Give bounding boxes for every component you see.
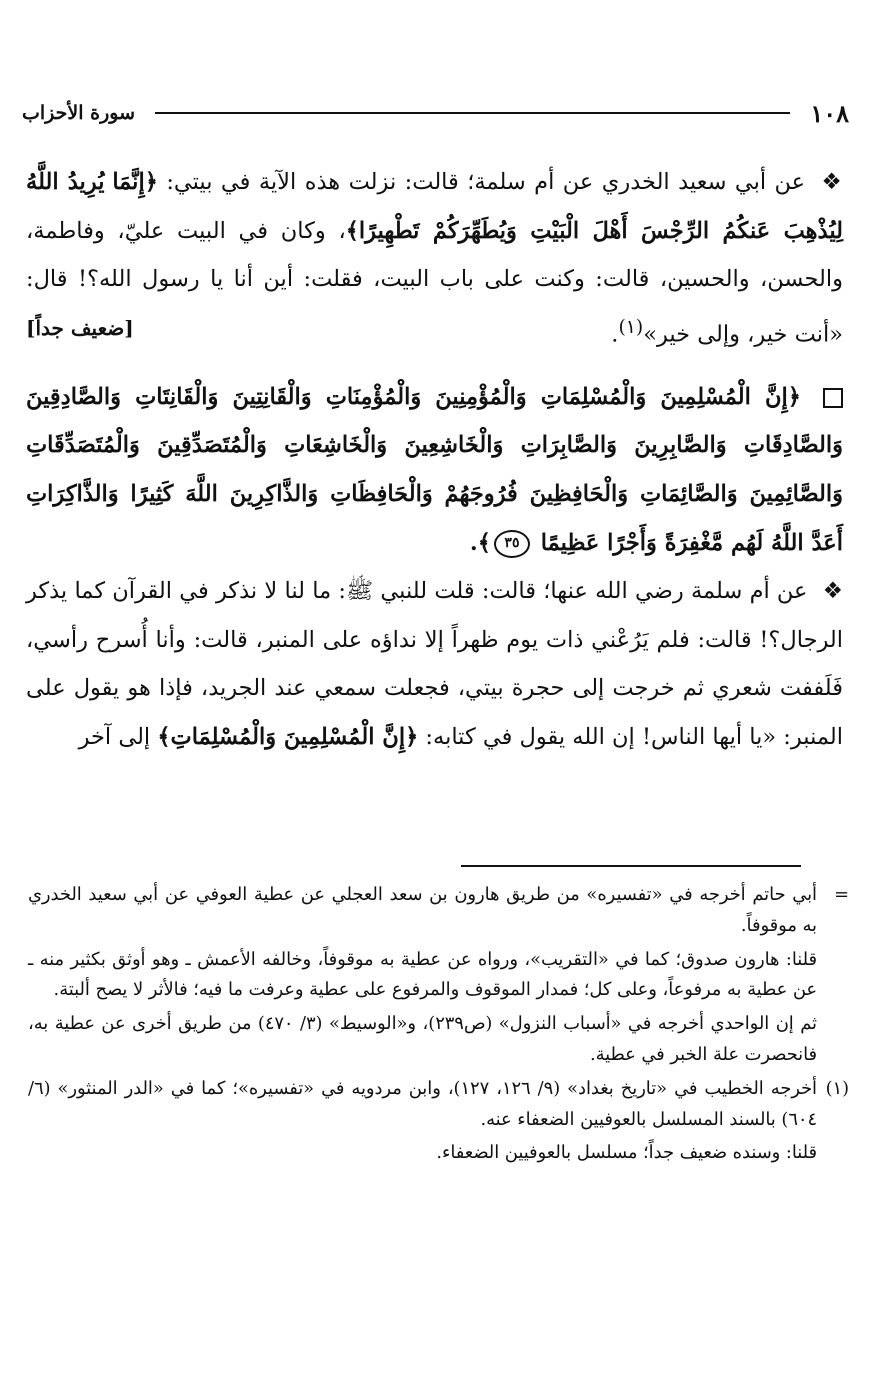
footnote-separator [461,865,801,867]
footnote-mark [817,1009,849,1071]
hadith-text: عن أبي سعيد الخدري عن أم سلمة؛ قالت: نزلت هذه الآية في بيتي: [166,169,806,195]
ayah-block [26,373,843,567]
footnote-text: قلنا: هارون صدوق؛ كما في «التقريب»، ورواه عن عطية به موقوفاً، وخالفه الأعمش ـ وهو أوثق بكثير منه ـ عن عطية به مرفوعاً، وعلى كل؛ فمدار الموقوف والمرفوع على عطية وعرفت ما فيه؛ فالأثر لا يصح ألبتة. [28,948,817,1001]
surah-title: سورة الأحزاب [22,102,135,124]
sentence-end: . [611,321,619,348]
footnote-mark [817,1138,849,1169]
footnote-mark: (١) [825,1077,849,1099]
footnotes [28,880,849,1169]
footnote-text: أبي حاتم أخرجه في «تفسيره» من طريق هارون بن سعد العجلي عن عطية العوفي عن أبي سعيد الخدري به موقوفاً. [28,884,817,936]
hadith-text-continued: إلى آخر [78,724,151,751]
hadith-text: عن أم سلمة رضي الله عنها؛ قالت: قلت للنبي ﷺ: ما لنا لا نذكر في القرآن كما يذكر الرجال؟! قالت: فلم يَرُعْني ذات يوم ظهراً إلا نداؤه على المنبر، قالت: وأنا أُسرح رأسي، فَلَففت شعري ثم خرجت إلى حجرة بيتي، فجعلت سمعي عند الجريد، فإذا هو يقول على المنبر: «يا أيها الناس! إن الله يقول في كتابه: [26,578,843,751]
header-rule [155,112,790,114]
ayah-number: ٣٥ [494,530,530,558]
footnote [28,1074,849,1136]
footnote-ref: (١) [618,316,644,338]
footnote [28,1009,849,1071]
footnote-mark: = [834,884,849,905]
main-text [26,158,843,762]
page-header [22,95,849,131]
page-number: ١٠٨ [810,98,849,128]
hadith-text-continued: ، وكان في البيت عليّ، وفاطمة، والحسن، والحسين، قالت: وكنت على باب البيت، فقلت: أين أنا يا رسول الله؟! قال: «أنت خير، وإلى خير» [26,217,843,348]
footnote [28,880,849,942]
star-ornament-icon: ❖ [821,169,843,195]
quran-quote: ﴿إِنَّمَا يُرِيدُ اللَّهُ لِيُذْهِبَ عَنكُمُ الرِّجْسَ أَهْلَ الْبَيْتِ وَيُطَهِّرَكُمْ تَطْهِيرًا﴾ [26,169,843,244]
ayah-text: ﴿إِنَّ الْمُسْلِمِينَ وَالْمُسْلِمَاتِ وَالْمُؤْمِنِينَ وَالْمُؤْمِنَاتِ وَالْقَانِتِينَ وَالْقَانِتَاتِ وَالصَّادِقِينَ وَالصَّادِقَاتِ وَالصَّابِرِينَ وَالصَّابِرَاتِ وَالْخَاشِعِينَ وَالْخَاشِعَاتِ وَالْمُتَصَدِّقِينَ وَالْمُتَصَدِّقَاتِ وَالصَّائِمِينَ وَالصَّائِمَاتِ وَالْحَافِظِينَ فُرُوجَهُمْ وَالْحَافِظَاتِ وَالذَّاكِرِينَ اللَّهَ كَثِيرًا وَالذَّاكِرَاتِ أَعَدَّ اللَّهُ لَهُم مَّغْفِرَةً وَأَجْرًا عَظِيمًا [26,383,843,556]
quran-quote: ﴿إِنَّ الْمُسْلِمِينَ وَالْمُسْلِمَاتِ﴾ [157,724,419,751]
footnote [28,945,849,1007]
square-bullet-icon [823,388,843,408]
footnote-text: ثم إن الواحدي أخرجه في «أسباب النزول» (ص٢٣٩)، و«الوسيط» (٣/ ٤٧٠) من طريق أخرى عن عطية به، فانحصرت علة الخبر في عطية. [28,1013,817,1065]
ayah-close: ﴾. [469,529,491,556]
footnote-mark [817,945,849,1007]
footnote-text: قلنا: وسنده ضعيف جداً؛ مسلسل بالعوفيين الضعفاء. [436,1142,817,1164]
star-ornament-icon: ❖ [822,578,844,605]
hadith-paragraph-1 [26,158,843,359]
footnote-text: أخرجه الخطيب في «تاريخ بغداد» (٩/ ١٢٦، ١٢٧)، وابن مردويه في «تفسيره»؛ كما في «الدر المنثور» (٦/ ٦٠٤) بالسند المسلسل بالعوفيين الضعفاء عنه. [28,1077,817,1130]
footnote [28,1138,849,1169]
hadith-paragraph-2 [26,567,843,761]
hadith-grade: [ضعيف جداً] [26,315,134,340]
